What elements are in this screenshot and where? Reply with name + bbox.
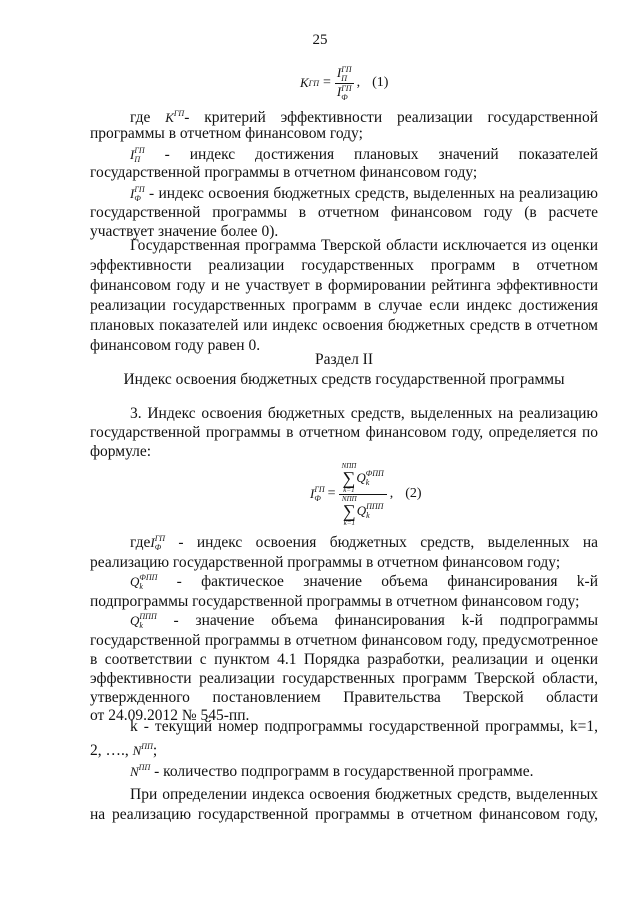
p4-line-1-text: - индекс освоения бюджетных средств, выделенных на (178, 534, 598, 551)
p1-symbol-ip-sub: П (134, 155, 141, 165)
p3-line-2: государственной программы в отчетном финансовом году, определяется по (90, 424, 598, 441)
p2-line-5: плановых показателей или индекс освоения бюджетных средств в отчетном (90, 317, 598, 334)
p4-line-1 (130, 533, 598, 553)
formula-2-comma: , (389, 486, 394, 501)
formula-2-num-q-sup: ФПП (365, 468, 384, 478)
p4-line-5 (130, 611, 598, 631)
p4-line-9: утвержденного постановлением Правительства Тверской области (90, 689, 598, 706)
p1-line-1-text: - критерий эффективности реализации государственной (184, 109, 599, 126)
p5-line-1: k - текущий номер подпрограммы государственной программы, k=1, (130, 718, 598, 735)
p7-line-1: При определении индекса освоения бюджетных средств, выделенных (130, 786, 598, 803)
p2-line-3: финансовом году и не участвует в формировании рейтинга эффективности (90, 277, 598, 294)
p4-symbol-qf-sub: k (139, 582, 143, 592)
p1-where: где (130, 109, 151, 126)
p3-line-3: формуле: (90, 443, 152, 460)
p4-line-2: реализацию государственной программы в отчетном финансовом году; (90, 554, 561, 571)
p1-symbol-if-sub: Ф (134, 194, 141, 204)
formula-2-num-q-sub: k (365, 477, 370, 487)
formula-2-den-bottom: k=1 (343, 518, 355, 527)
p2-line-6: финансовом году равен 0. (90, 337, 261, 354)
p4-line-8: эффективности реализации государственных программ Тверской области, (90, 670, 598, 687)
p5-symbol-n: N (132, 743, 142, 758)
formula-2-num-top: N (341, 461, 347, 470)
p4-symbol-if-sub: Ф (154, 543, 162, 553)
p4-symbol-qp-sub: k (139, 621, 143, 631)
formula-2-num-top-sup: ПП (346, 461, 357, 470)
formula-1-comma: , (356, 75, 361, 90)
formula-2-num-sum (342, 462, 357, 494)
formula-1-num-sup: ГП (341, 64, 352, 74)
p1-line-2: программы в отчетном финансовом году; (90, 125, 363, 142)
formula-1-den-sub: Ф (341, 92, 348, 102)
p6-text: - количество подпрограмм в государственной программе. (154, 763, 534, 780)
formula-2-num-q: Q (356, 469, 366, 485)
p1-line-7: участвует значение более 0). (90, 223, 279, 240)
formula-1-eq: = (323, 75, 331, 90)
p2-line-2: эффективности реализации государственных программ в отчетном (90, 257, 598, 274)
formula-2-eq: = (327, 486, 336, 501)
p1-line-3-text: - индекс достижения плановых значений показателей (164, 146, 598, 163)
formula-2-den-q: Q (356, 502, 367, 518)
p7-line-2: на реализацию государственной программы в отчетном финансовом году, (90, 806, 598, 823)
formula-2 (310, 456, 460, 532)
formula-1-fraction (335, 65, 354, 102)
formula-2-num-bottom: k=1 (343, 485, 355, 494)
formula-2-den-q-sub: k (366, 510, 370, 520)
p4-line-4: подпрограммы государственной программы в отчетном финансовом году; (90, 593, 580, 610)
p5-symbol-n-sup: ПП (141, 742, 153, 751)
p6-symbol-n: N (130, 764, 139, 779)
p6-symbol-n-sup: ПП (138, 763, 151, 772)
formula-1 (300, 62, 440, 104)
formula-2-fraction (339, 462, 387, 527)
formula-1-num: I (336, 64, 342, 80)
p4-symbol-qf: Q (130, 574, 140, 589)
p4-symbol-qp: Q (130, 613, 140, 628)
formula-2-number: (2) (405, 486, 422, 501)
formula-1-lhs-sup: ГП (308, 78, 319, 88)
p4-line-7: в соответствии с пунктом 4.1 Порядка разработки, реализации и оценки (90, 651, 598, 668)
formula-1-lhs: K (300, 75, 309, 90)
p1-symbol-if-sup: ГП (134, 185, 145, 195)
p5-semicolon: ; (152, 742, 158, 759)
p1-symbol-ip-sup: ГП (134, 146, 145, 156)
p1-line-6: государственной программы в отчетном финансовом году (в расчете (90, 204, 598, 221)
p4-line-10: от 24.09.2012 № 545-пп. (90, 707, 250, 724)
page-number: 25 (312, 32, 328, 48)
p4-symbol-qf-sup: ФПП (139, 573, 158, 583)
formula-1-num-sub: П (341, 73, 348, 83)
formula-2-lhs-sup: ГП (314, 485, 325, 494)
p6-line-1 (130, 758, 598, 782)
p1-line-3 (130, 145, 598, 165)
formula-2-lhs: I (310, 486, 315, 501)
section-title: Раздел II (314, 351, 374, 368)
p4-line-3 (130, 572, 598, 592)
formula-2-den-top-sup: ПП (346, 494, 357, 503)
p1-line-5-text: - индекс освоения бюджетных средств, выделенных на реализацию (149, 185, 599, 202)
formula-1-den: I (336, 83, 342, 99)
p1-symbol-k: K (165, 110, 174, 125)
section-subtitle: Индекс освоения бюджетных средств государственной программы (123, 371, 565, 388)
p3-line-1: 3. Индекс освоения бюджетных средств, выделенных на реализацию (130, 405, 598, 422)
p4-line-5-text: - значение объема финансирования k-й подпрограммы (173, 612, 598, 629)
p1-symbol-ip: I (130, 147, 135, 162)
formula-2-den-sum (342, 495, 357, 527)
formula-2-den-top: N (341, 494, 347, 503)
p1-line-5 (130, 184, 598, 204)
p1-line-4: государственной программы в отчетном финансовом году; (90, 164, 478, 181)
p4-symbol-if-sup: ГП (154, 534, 166, 544)
p4-symbol-if: I (150, 535, 155, 550)
formula-2-den-q-sup: ППП (366, 501, 384, 511)
p2-line-4: реализации государственных программ в случае если индекс достижения (90, 297, 598, 314)
sum-icon: ∑ (342, 500, 356, 521)
p4-line-6: государственной программы в отчетном финансовом году, предусмотренное (90, 632, 598, 649)
p1-symbol-if: I (130, 186, 135, 201)
p4-line-3-text: - фактическое значение объема финансирования k-й (176, 573, 598, 590)
formula-1-den-sup: ГП (341, 83, 352, 93)
formula-1-number: (1) (372, 75, 389, 90)
formula-2-lhs-sub: Ф (314, 494, 321, 503)
p5-line-2-text: 2, …., (90, 742, 129, 759)
p2-line-1: Государственная программа Тверской области исключается из оценки (130, 237, 598, 254)
p4-symbol-qp-sup: ППП (139, 612, 157, 622)
p1-symbol-k-sup: ГП (173, 109, 185, 118)
sum-icon: ∑ (342, 467, 356, 488)
p4-where: где (130, 534, 151, 551)
